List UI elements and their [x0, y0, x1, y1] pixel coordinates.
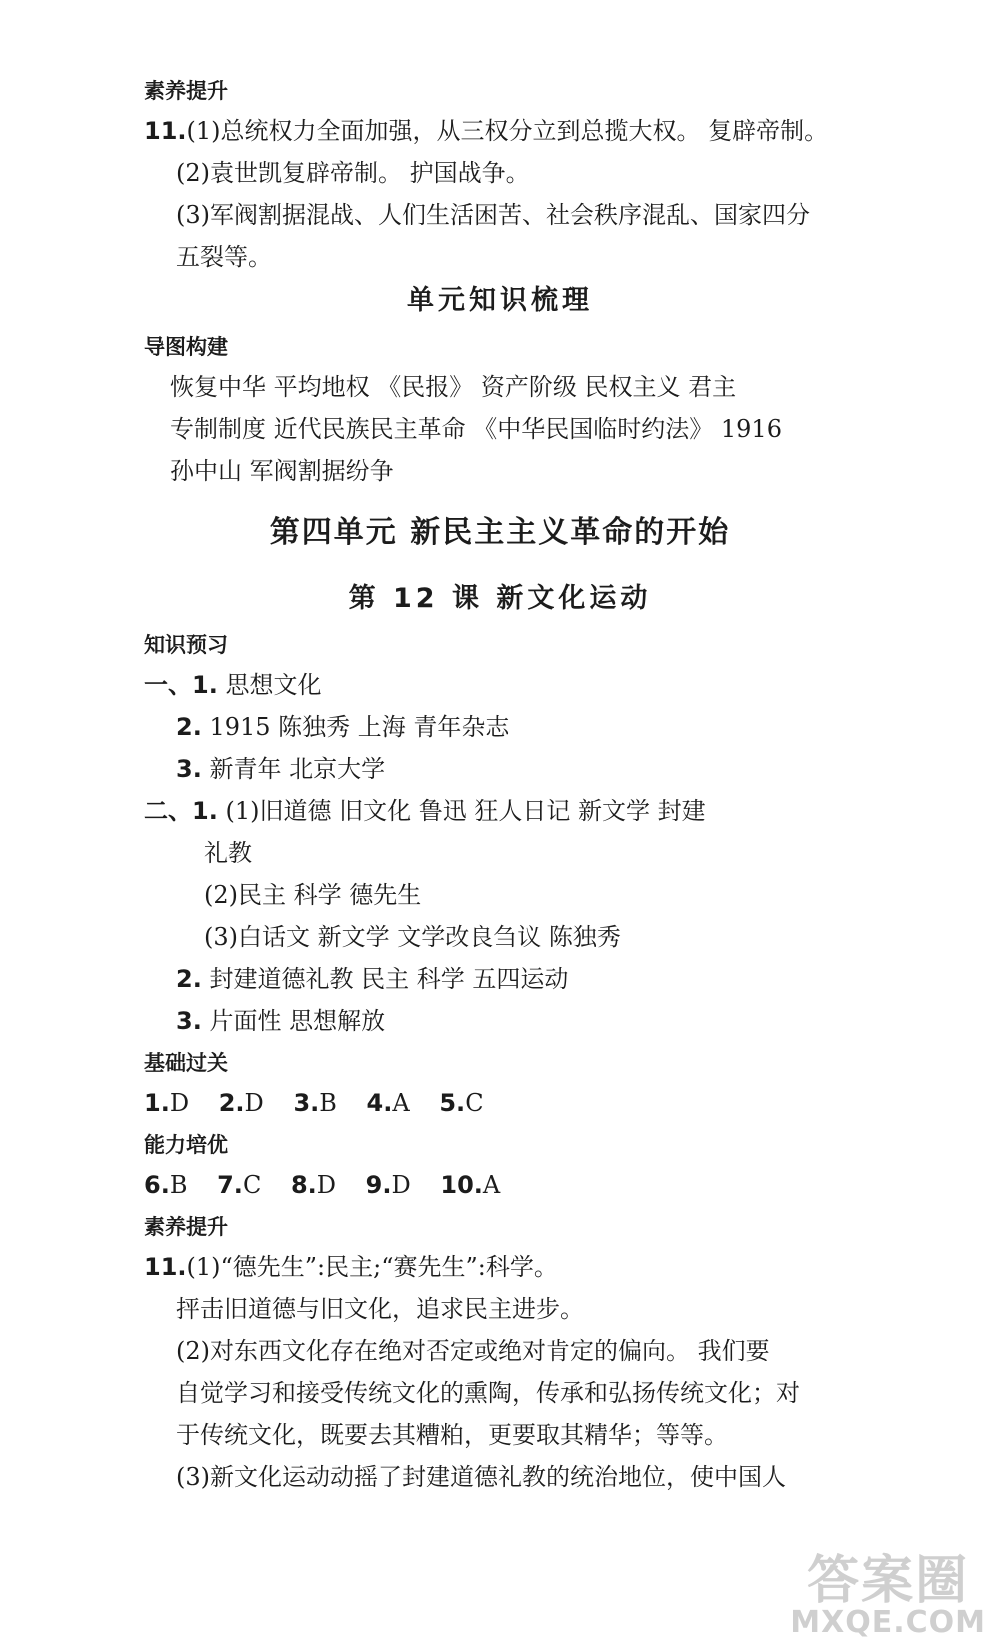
preview-2-1-num: 1. — [192, 797, 218, 825]
ability-answers — [144, 1170, 500, 1200]
literacy-q11-line-2: 抨击旧道德与旧文化，追求民主进步。 — [176, 1295, 584, 1323]
basic-heading: 基础过关 — [144, 1051, 228, 1075]
mindmap-heading: 导图构建 — [144, 335, 228, 359]
answer-letter: D — [391, 1171, 411, 1199]
answer-number: 2. — [218, 1089, 245, 1117]
answer-number: 6. — [144, 1171, 170, 1199]
answer-number: 7. — [217, 1171, 243, 1199]
q11-number: 11. — [144, 117, 187, 145]
answer-number: 10. — [440, 1171, 483, 1199]
watermark-logo: 答案圈 — [807, 1551, 970, 1611]
q11-line-2: (2)袁世凯复辟帝制。 护国战争。 — [176, 159, 530, 187]
literacy-q11-line-6: (3)新文化运动动摇了封建道德礼教的统治地位，使中国人 — [176, 1463, 786, 1491]
preview-2-3-text: 片面性 思想解放 — [201, 1007, 386, 1035]
preview-1-1 — [144, 670, 321, 700]
answer-letter: D — [169, 1089, 190, 1117]
preview-2-2 — [176, 964, 568, 994]
preview-1-2-text: 1915 陈独秀 上海 青年杂志 — [201, 713, 510, 741]
answer-letter: B — [319, 1089, 337, 1117]
unit-review-title: 单元知识梳理 — [407, 285, 593, 316]
answer-letter: C — [465, 1089, 484, 1117]
answer-letter: D — [316, 1171, 337, 1199]
mindmap-line-2: 专制制度 近代民族民主革命 《中华民国临时约法》 1916 — [170, 415, 782, 443]
basic-answers — [144, 1088, 484, 1118]
answer-letter: A — [482, 1171, 501, 1199]
answer-letter: A — [392, 1089, 410, 1117]
q11-text-1: (1)总统权力全面加强，从三权分立到总揽大权。 复辟帝制。 — [186, 117, 829, 145]
preview-2-prefix: 二、 — [144, 797, 192, 825]
preview-2-2-num: 2. — [176, 965, 202, 993]
literacy-q11-line-1 — [144, 1252, 558, 1282]
ability-heading: 能力培优 — [144, 1133, 228, 1157]
preview-1-1-text: 思想文化 — [217, 671, 322, 699]
preview-2-3-num: 3. — [176, 1007, 202, 1035]
watermark — [790, 1551, 986, 1640]
answer-number: 5. — [439, 1089, 466, 1117]
preview-2-1-text: (1)旧道德 旧文化 鲁迅 狂人日记 新文学 封建 — [217, 797, 706, 825]
section-heading-literacy-top: 素养提升 — [144, 79, 228, 103]
preview-1-3-text: 新青年 北京大学 — [201, 755, 386, 783]
answer-letter: B — [169, 1171, 188, 1199]
preview-1-2 — [176, 712, 509, 742]
mindmap-line-3: 孙中山 军阀割据纷争 — [170, 457, 394, 485]
literacy-q11-text-1: (1)“德先生”:民主;“赛先生”:科学。 — [186, 1253, 558, 1281]
q11-line-1 — [144, 116, 828, 146]
preview-2-1-3: (3)白话文 新文学 文学改良刍议 陈独秀 — [204, 923, 621, 951]
preview-2-1-cont: 礼教 — [204, 839, 252, 867]
preview-1-2-num: 2. — [176, 713, 202, 741]
mindmap-line-1: 恢复中华 平均地权 《民报》 资产阶级 民权主义 君主 — [170, 373, 737, 401]
preview-2-2-text: 封建道德礼教 民主 科学 五四运动 — [201, 965, 569, 993]
lesson-title: 第 12 课 新文化运动 — [348, 583, 652, 614]
preview-2-1 — [144, 796, 706, 826]
answer-number: 8. — [290, 1171, 317, 1199]
preview-1-3-num: 3. — [176, 755, 202, 783]
preview-heading: 知识预习 — [144, 633, 228, 657]
answer-number: 9. — [365, 1171, 392, 1199]
literacy-q11-line-4: 自觉学习和接受传统文化的熏陶，传承和弘扬传统文化；对 — [176, 1379, 800, 1407]
q11-line-3: (3)军阀割据混战、人们生活困苦、社会秩序混乱、国家四分 — [176, 201, 810, 229]
literacy-q11-line-5: 于传统文化，既要去其糟粕，更要取其精华；等等。 — [176, 1421, 728, 1449]
preview-1-prefix: 一、 — [144, 671, 192, 699]
answer-letter: D — [244, 1089, 264, 1117]
answer-letter: C — [242, 1171, 262, 1199]
answer-number: 1. — [144, 1089, 170, 1117]
q11-line-4: 五裂等。 — [176, 243, 272, 271]
preview-1-3 — [176, 754, 385, 784]
preview-2-3 — [176, 1006, 385, 1036]
preview-1-1-num: 1. — [192, 671, 218, 699]
literacy-q11-line-3: (2)对东西文化存在绝对否定或绝对肯定的偏向。 我们要 — [176, 1337, 770, 1365]
watermark-url: MXQE.COM — [790, 1605, 986, 1640]
literacy-heading: 素养提升 — [144, 1215, 228, 1239]
answer-number: 3. — [293, 1089, 320, 1117]
answer-number: 4. — [366, 1089, 393, 1117]
preview-2-1-2: (2)民主 科学 德先生 — [204, 881, 422, 909]
unit-title: 第四单元 新民主主义革命的开始 — [269, 515, 731, 550]
literacy-q11-number: 11. — [144, 1253, 187, 1281]
